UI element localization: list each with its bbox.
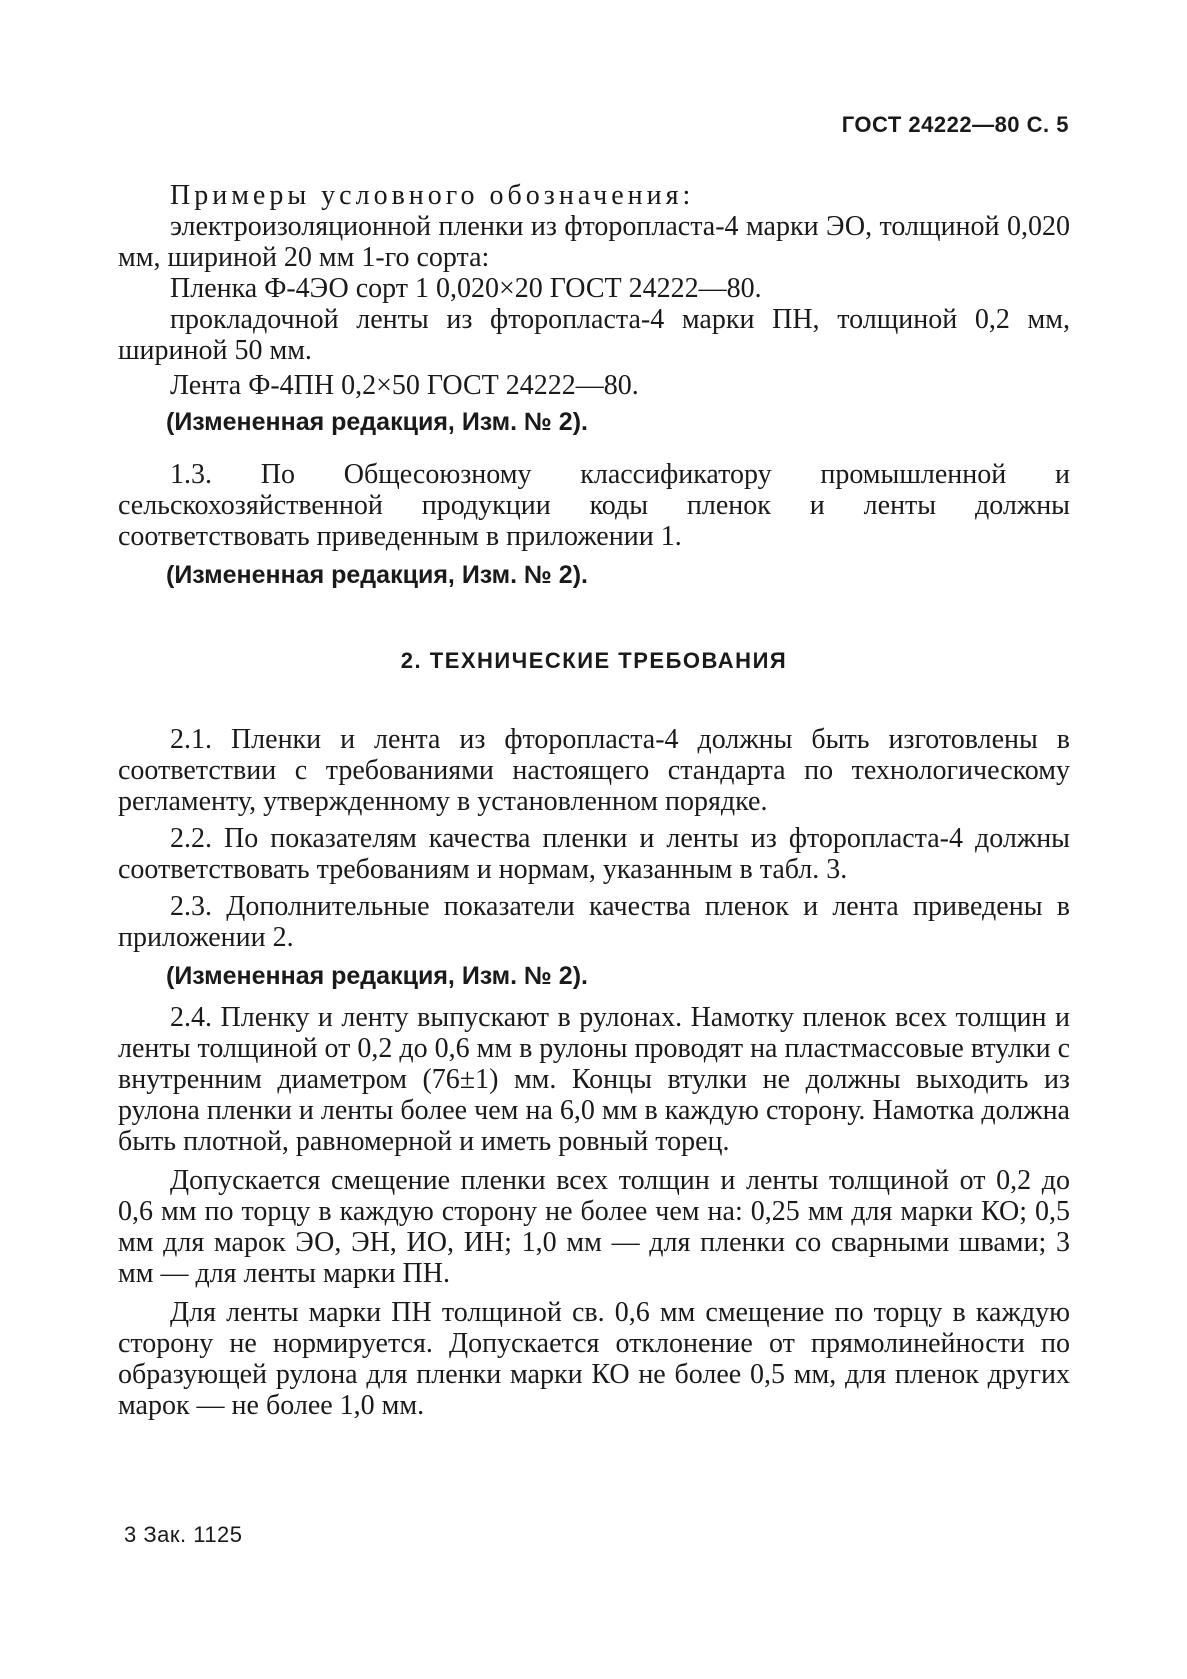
tape-designation: Лента Ф-4ПН 0,2×50 ГОСТ 24222—80.: [170, 370, 639, 401]
clause-2-4-straightness: Для ленты марки ПН толщиной св. 0,6 мм смещение по торцу в каждую сторону не нормируется. Допускается отклонение от прямолинейности по образующей рулона для пленки марки КО не более 0,5 мм, для пленок других марок — не более 1,0 мм.: [118, 1297, 1070, 1421]
clause-2-3: 2.3. Дополнительные показатели качества пленок и лента приведены в приложении 2.: [118, 891, 1070, 953]
clause-2-2: 2.2. По показателям качества пленки и ленты из фторопласта-4 должны соответствовать требованиям и нормам, указанным в табл. 3.: [118, 823, 1070, 885]
clause-1-3: [118, 459, 1070, 591]
clause-2-4-offset: Допускается смещение пленки всех толщин и ленты толщиной от 0,2 до 0,6 мм по торцу в каждую сторону не более чем на: 0,25 мм для марки КО; 0,5 мм для марок ЭО, ЭН, ИО, ИН; 1,0 мм — для пленки со сварными швами; 3 мм — для ленты марки ПН.: [118, 1165, 1070, 1289]
film-designation: Пленка Ф-4ЭО сорт 1 0,020×20 ГОСТ 24222—80.: [170, 273, 762, 304]
clause-2-1: 2.1. Пленки и лента из фторопласта-4 должны быть изготовлены в соответствии с требованиями настоящего стандарта по технологическому регламенту, утвержденному в установленном порядке.: [118, 724, 1070, 817]
section-2-title: 2. ТЕХНИЧЕСКИЕ ТРЕБОВАНИЯ: [400, 648, 788, 673]
tape-example-text: прокладочной ленты из фторопласта-4 марки ПН, толщиной 0,2 мм, шириной 50 мм.: [118, 304, 1070, 366]
amendment-note: (Измененная редакция, Изм. № 2).: [166, 408, 588, 436]
section-2-body: [118, 724, 1070, 1421]
examples-heading: Примеры условного обозначения:: [170, 180, 695, 211]
clause-1-3-text: 1.3. По Общесоюзному классификатору промышленной и сельскохозяйственной продукции коды пленок и ленты должны соответствовать приведенным в приложении 1.: [118, 459, 1070, 552]
page-header: ГОСТ 24222—80 С. 5: [841, 112, 1069, 137]
order-footnote: 3 Зак. 1125: [124, 1522, 243, 1547]
clause-2-4: 2.4. Пленку и ленту выпускают в рулонах. Намотку пленок всех толщин и ленты толщиной от 0,2 до 0,6 мм в рулоны проводят на пластмассовые втулки с внутренним диаметром (76±1) мм. Концы втулки не должны выходить из рулона пленки и ленты более чем на 6,0 мм в каждую сторону. Намотка должна быть плотной, равномерной и иметь ровный торец.: [118, 1002, 1070, 1157]
amendment-note: (Измененная редакция, Изм. № 2).: [166, 561, 588, 589]
amendment-note: (Измененная редакция, Изм. № 2).: [166, 962, 588, 990]
examples-block: [118, 180, 1070, 438]
film-example-text: электроизоляционной пленки из фторопласта-4 марки ЭО, толщиной 0,020 мм, шириной 20 мм 1-го сорта:: [118, 211, 1070, 273]
